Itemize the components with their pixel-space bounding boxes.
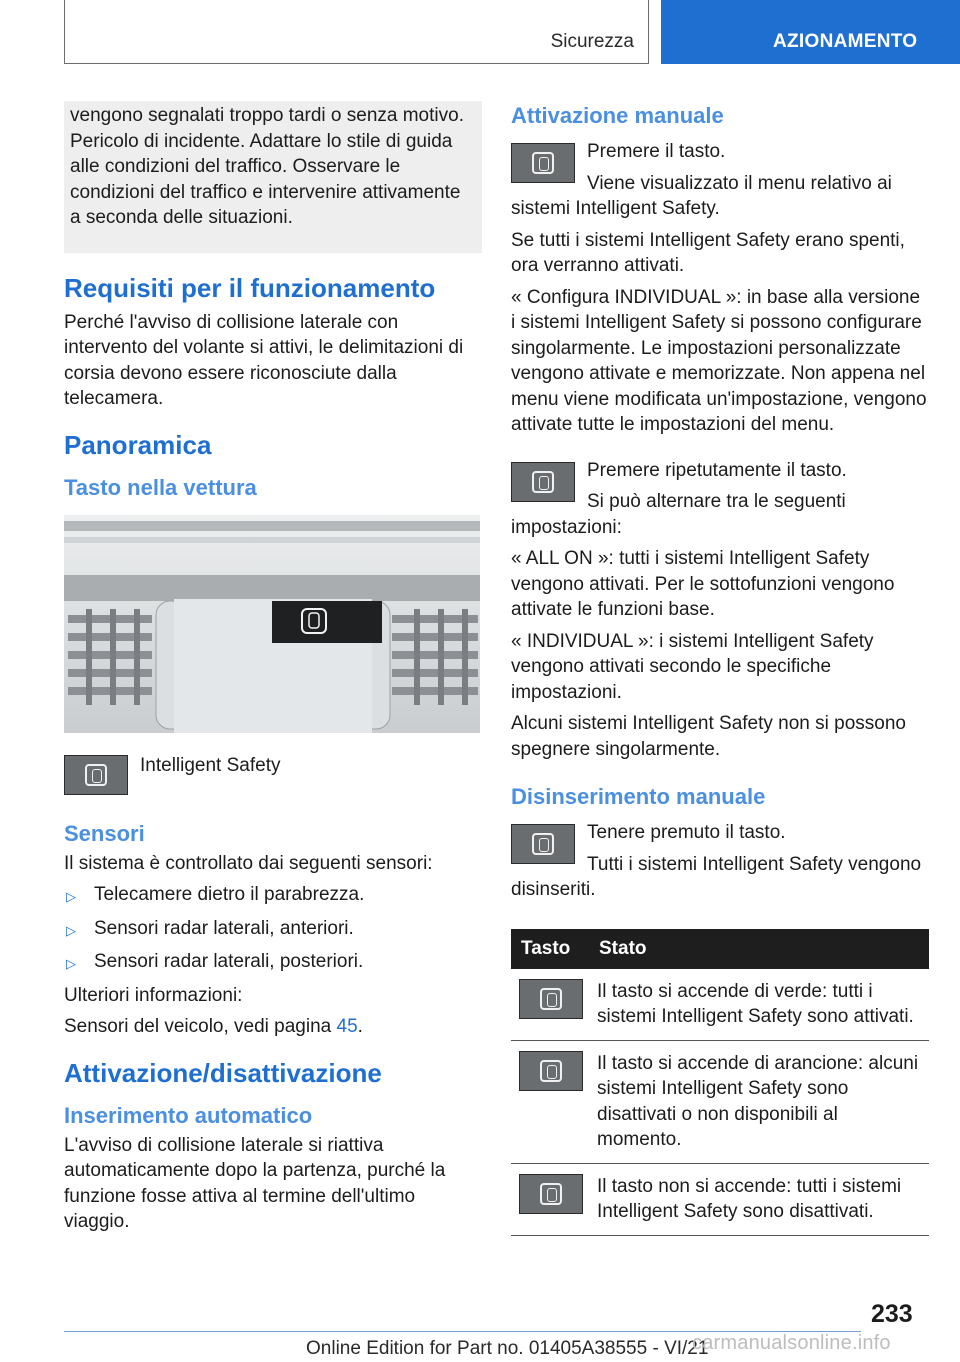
menu-shown-text: Viene visualizzato il menu relativo ai sistemi Intelligent Safety. bbox=[511, 172, 892, 219]
manual-off-heading: Disinserimento manuale bbox=[511, 784, 766, 809]
press-text: Premere il tasto. bbox=[587, 141, 726, 162]
more-info-label: Ulteriori informazioni: bbox=[64, 984, 243, 1006]
button-heading: Tasto nella vettura bbox=[64, 474, 257, 500]
intelligent-safety-button-icon bbox=[511, 824, 575, 864]
state-description: Il tasto non si accende: tutti i sistemi Intelligent Safety sono disattivati. bbox=[589, 1163, 929, 1235]
table-row bbox=[511, 1163, 929, 1235]
manual-on-heading: Attivazione manuale bbox=[511, 103, 724, 128]
all-off-text: Se tutti i sistemi Intelligent Safety erano spenti, ora verranno attivati. bbox=[511, 229, 905, 276]
intelligent-safety-button-icon bbox=[519, 1051, 583, 1091]
page-link-45[interactable]: 45 bbox=[336, 1016, 358, 1037]
overview-heading: Panoramica bbox=[64, 429, 212, 460]
activation-heading: Attivazione/disattivazione bbox=[64, 1057, 382, 1088]
list-item: ▷ Sensori radar laterali, anteriori. bbox=[64, 916, 482, 944]
table-row bbox=[511, 1040, 929, 1163]
intelligent-safety-caption: Intelligent Safety bbox=[140, 754, 281, 776]
auto-heading: Inserimento automatico bbox=[64, 1102, 313, 1128]
button-state-table bbox=[511, 929, 929, 1236]
cannot-off-text: Alcuni sistemi Intelligent Safety non si possono spegnere singolarmente. bbox=[511, 713, 906, 760]
requirements-heading: Requisiti per il funzionamento bbox=[64, 272, 436, 303]
intelligent-safety-button-icon bbox=[519, 979, 583, 1019]
triangle-bullet-icon: ▷ bbox=[66, 889, 76, 904]
hold-text: Tenere premuto il tasto. bbox=[587, 822, 786, 843]
dashboard-illustration bbox=[64, 515, 480, 733]
state-description: Il tasto si accende di arancione: alcuni sistemi Intelligent Safety sono disattivati o non disponibili al momento. bbox=[589, 1040, 929, 1163]
list-item: ▷ Sensori radar laterali, posteriori. bbox=[64, 949, 482, 977]
triangle-bullet-icon: ▷ bbox=[66, 922, 76, 938]
table-row bbox=[511, 969, 929, 1041]
intelligent-safety-button-icon bbox=[511, 143, 575, 183]
warning-text: vengono segnalati troppo tardi o senza motivo. Pericolo di incidente. Adattare lo stile di guida alle condizioni del traffico. Osservare le condizioni del traffico e intervenire attivamente a seconda delle situazioni. bbox=[70, 105, 464, 228]
intelligent-safety-button-icon bbox=[64, 755, 128, 795]
switch-between-text: Si può alternare tra le seguenti impostazioni: bbox=[511, 491, 846, 538]
individual-text: « INDIVIDUAL »: i sistemi Intelligent Safety vengono attivati secondo le specifiche impostazioni. bbox=[511, 630, 874, 703]
right-column bbox=[511, 101, 929, 1236]
sensors-list bbox=[64, 882, 482, 977]
footer-edition: Online Edition for Part no. 01405A38555 - VI/21 bbox=[306, 1338, 709, 1359]
header-chapter-label: AZIONAMENTO bbox=[773, 31, 918, 52]
header-chapter-tab bbox=[661, 0, 960, 64]
column-header-state: Stato bbox=[589, 929, 929, 969]
auto-text: L'avviso di collisione laterale si riattiva automaticamente dopo la partenza, purché la funzione fosse attiva al termine dell'ultimo viaggio. bbox=[64, 1134, 446, 1232]
triangle-bullet-icon: ▷ bbox=[66, 956, 76, 971]
intelligent-safety-button-icon bbox=[519, 1174, 583, 1214]
press-repeat-text: Premere ripetutamente il tasto. bbox=[587, 459, 847, 481]
list-item: ▷ Telecamere dietro il parabrezza. bbox=[64, 882, 482, 910]
header-section-tab bbox=[64, 0, 649, 64]
left-column bbox=[64, 101, 482, 1241]
sensors-heading: Sensori bbox=[64, 820, 145, 846]
all-on-text: « ALL ON »: tutti i sistemi Intelligent Safety vengono attivati. Per le sottofunzioni vengono attivate le funzioni base. bbox=[511, 548, 895, 620]
watermark: carmanualsonline.info bbox=[692, 1332, 891, 1354]
intelligent-safety-row bbox=[64, 753, 482, 795]
warning-box bbox=[64, 101, 482, 253]
state-description: Il tasto si accende di verde: tutti i sistemi Intelligent Safety sono attivati. bbox=[589, 969, 929, 1041]
intelligent-safety-button-icon bbox=[511, 462, 575, 502]
sensors-intro: Il sistema è controllato dai seguenti sensori: bbox=[64, 852, 433, 874]
header-section-label: Sicurezza bbox=[550, 31, 634, 52]
column-header-key: Tasto bbox=[511, 929, 589, 969]
configure-text: « Configura INDIVIDUAL »: in base alla versione i sistemi Intelligent Safety si possono configurare singolarmente. Le impostazioni personalizzate vengono attivate e memorizzate. Non appena nel menu viene modificata un'impostazione, vengono attivate tutte le impostazioni del menu. bbox=[511, 286, 927, 435]
sensors-reference: Sensori del veicolo, vedi pagina 45. bbox=[64, 1016, 363, 1037]
dashboard-button-photo bbox=[64, 515, 480, 733]
page-number: 233 bbox=[871, 1300, 913, 1328]
requirements-text: Perché l'avviso di collisione laterale con intervento del volante si attivi, le delimitazioni di corsia devono essere riconosciute dalla telecamera. bbox=[64, 311, 464, 409]
all-disabled-text: Tutti i sistemi Intelligent Safety vengono disinseriti. bbox=[511, 853, 922, 900]
